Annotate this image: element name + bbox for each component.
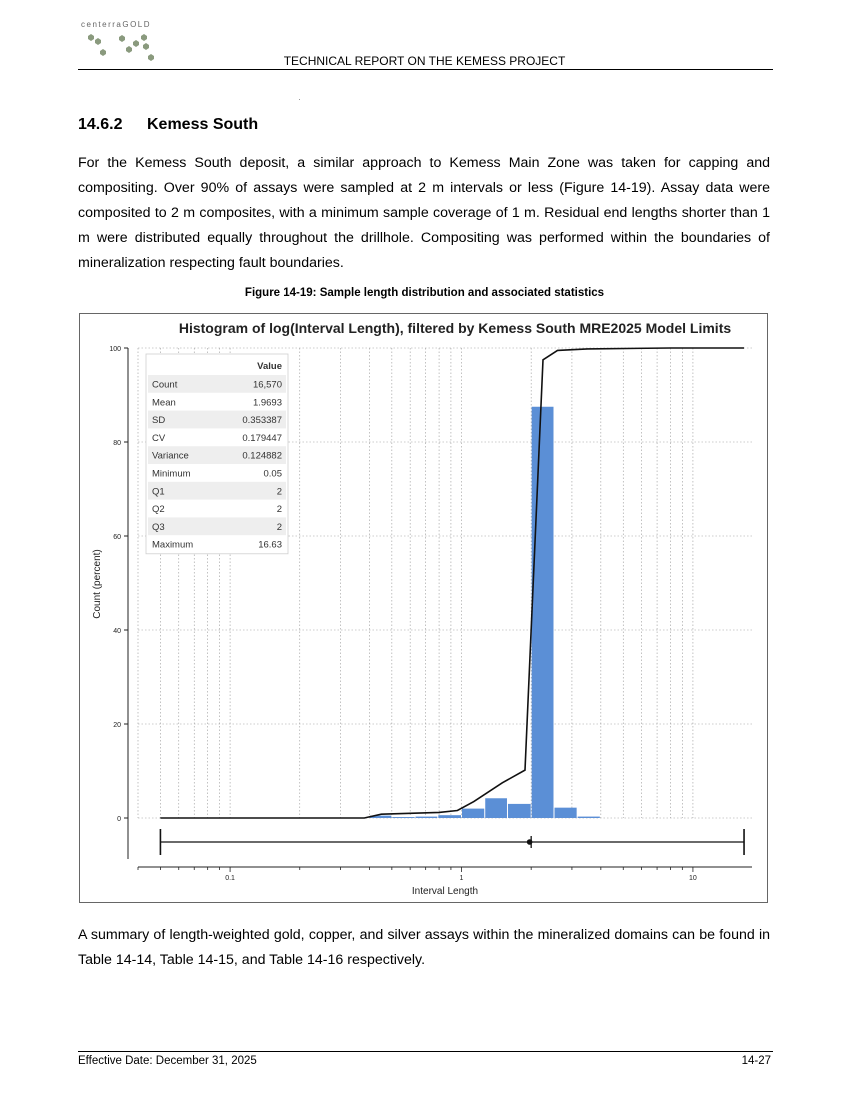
stats-value: 2	[276, 521, 282, 533]
histogram-bar	[462, 809, 484, 818]
stats-value: 0.124882	[242, 450, 282, 462]
histogram-bar	[508, 804, 531, 818]
effective-date: Effective Date: December 31, 2025	[78, 1055, 257, 1067]
body-paragraph: For the Kemess South deposit, a similar approach to Kemess Main Zone was taken for capping and compositing. Over 90% of assays were sampled at 2 m intervals or less (Figure 14-19). Assay data were composited to 2 m composites, with a minimum sample coverage of 1 m. Residual end lengths shorter than 1 m were distributed equally throughout the drillhole. Compositing was performed within the boundaries of mineralization respecting fault boundaries.	[78, 155, 770, 271]
stats-label: Maximum	[152, 539, 194, 551]
stats-row-band	[148, 482, 286, 500]
x-tick-label: 10	[689, 875, 697, 882]
y-tick-label: 60	[113, 534, 121, 541]
histogram-bar	[532, 407, 554, 818]
chart-title: Histogram of log(Interval Length), filtered by Kemess South MRE2025 Model Limits	[178, 320, 732, 336]
stats-value: 0.353387	[242, 415, 282, 427]
boxplot-mean-marker	[527, 839, 533, 845]
stats-value: 16,570	[252, 379, 282, 391]
histogram-chart	[80, 314, 767, 902]
stats-label: SD	[152, 415, 166, 427]
histogram-bars	[370, 407, 600, 818]
histogram-bar	[554, 808, 576, 818]
stray-mark	[299, 99, 300, 100]
page-number: 14-27	[741, 1055, 771, 1067]
stats-label: Q3	[152, 521, 165, 533]
y-tick-label: 100	[109, 346, 121, 353]
body-paragraph-2: A summary of length-weighted gold, copper, and silver assays within the mineralized domains can be found in Table 14-14, Table 14-15, and Table 14-16 respectively.	[78, 927, 770, 968]
section-heading	[78, 116, 258, 134]
header-divider	[78, 69, 773, 70]
stats-value: 0.179447	[242, 432, 282, 444]
x-tick-label: 0.1	[225, 875, 235, 882]
histogram-bar	[485, 798, 507, 818]
section-title: Kemess South	[147, 116, 259, 133]
stats-label: Q2	[152, 504, 165, 516]
boxplot	[160, 829, 744, 855]
stats-value: 2	[276, 504, 282, 516]
y-axis-label: Count (percent)	[92, 549, 103, 619]
report-title: TECHNICAL REPORT ON THE KEMESS PROJECT	[283, 54, 566, 68]
stats-header: Value	[257, 361, 282, 372]
stats-value: 2	[276, 486, 282, 498]
stats-label: Minimum	[152, 468, 191, 480]
histogram-bar	[438, 815, 461, 818]
stats-label: Mean	[152, 397, 176, 409]
histogram-bar	[416, 817, 438, 818]
y-tick-label: 40	[113, 628, 121, 635]
x-tick-label: 1	[459, 875, 464, 882]
footer-divider	[78, 1051, 773, 1052]
stats-row-band	[148, 517, 286, 535]
stats-value: 0.05	[263, 468, 282, 480]
y-tick-label: 20	[113, 722, 121, 729]
figure-caption: Figure 14-19: Sample length distribution and associated statistics	[244, 287, 605, 299]
y-tick-label: 0	[117, 816, 121, 823]
stats-value: 1.9693	[252, 397, 282, 409]
figure-frame	[79, 313, 768, 903]
histogram-bar	[392, 817, 414, 818]
histogram-bar	[578, 817, 600, 818]
stats-label: CV	[152, 432, 166, 444]
x-axis-label: Interval Length	[411, 886, 479, 897]
stats-label: Variance	[152, 450, 189, 462]
stats-table	[146, 354, 288, 554]
stats-label: Q1	[152, 486, 165, 498]
stats-value: 16.63	[258, 539, 282, 551]
logo-wordmark: centerraGOLD	[81, 20, 152, 29]
stats-label: Count	[152, 379, 178, 391]
section-number: 14.6.2	[78, 116, 123, 133]
y-tick-label: 80	[113, 440, 121, 447]
